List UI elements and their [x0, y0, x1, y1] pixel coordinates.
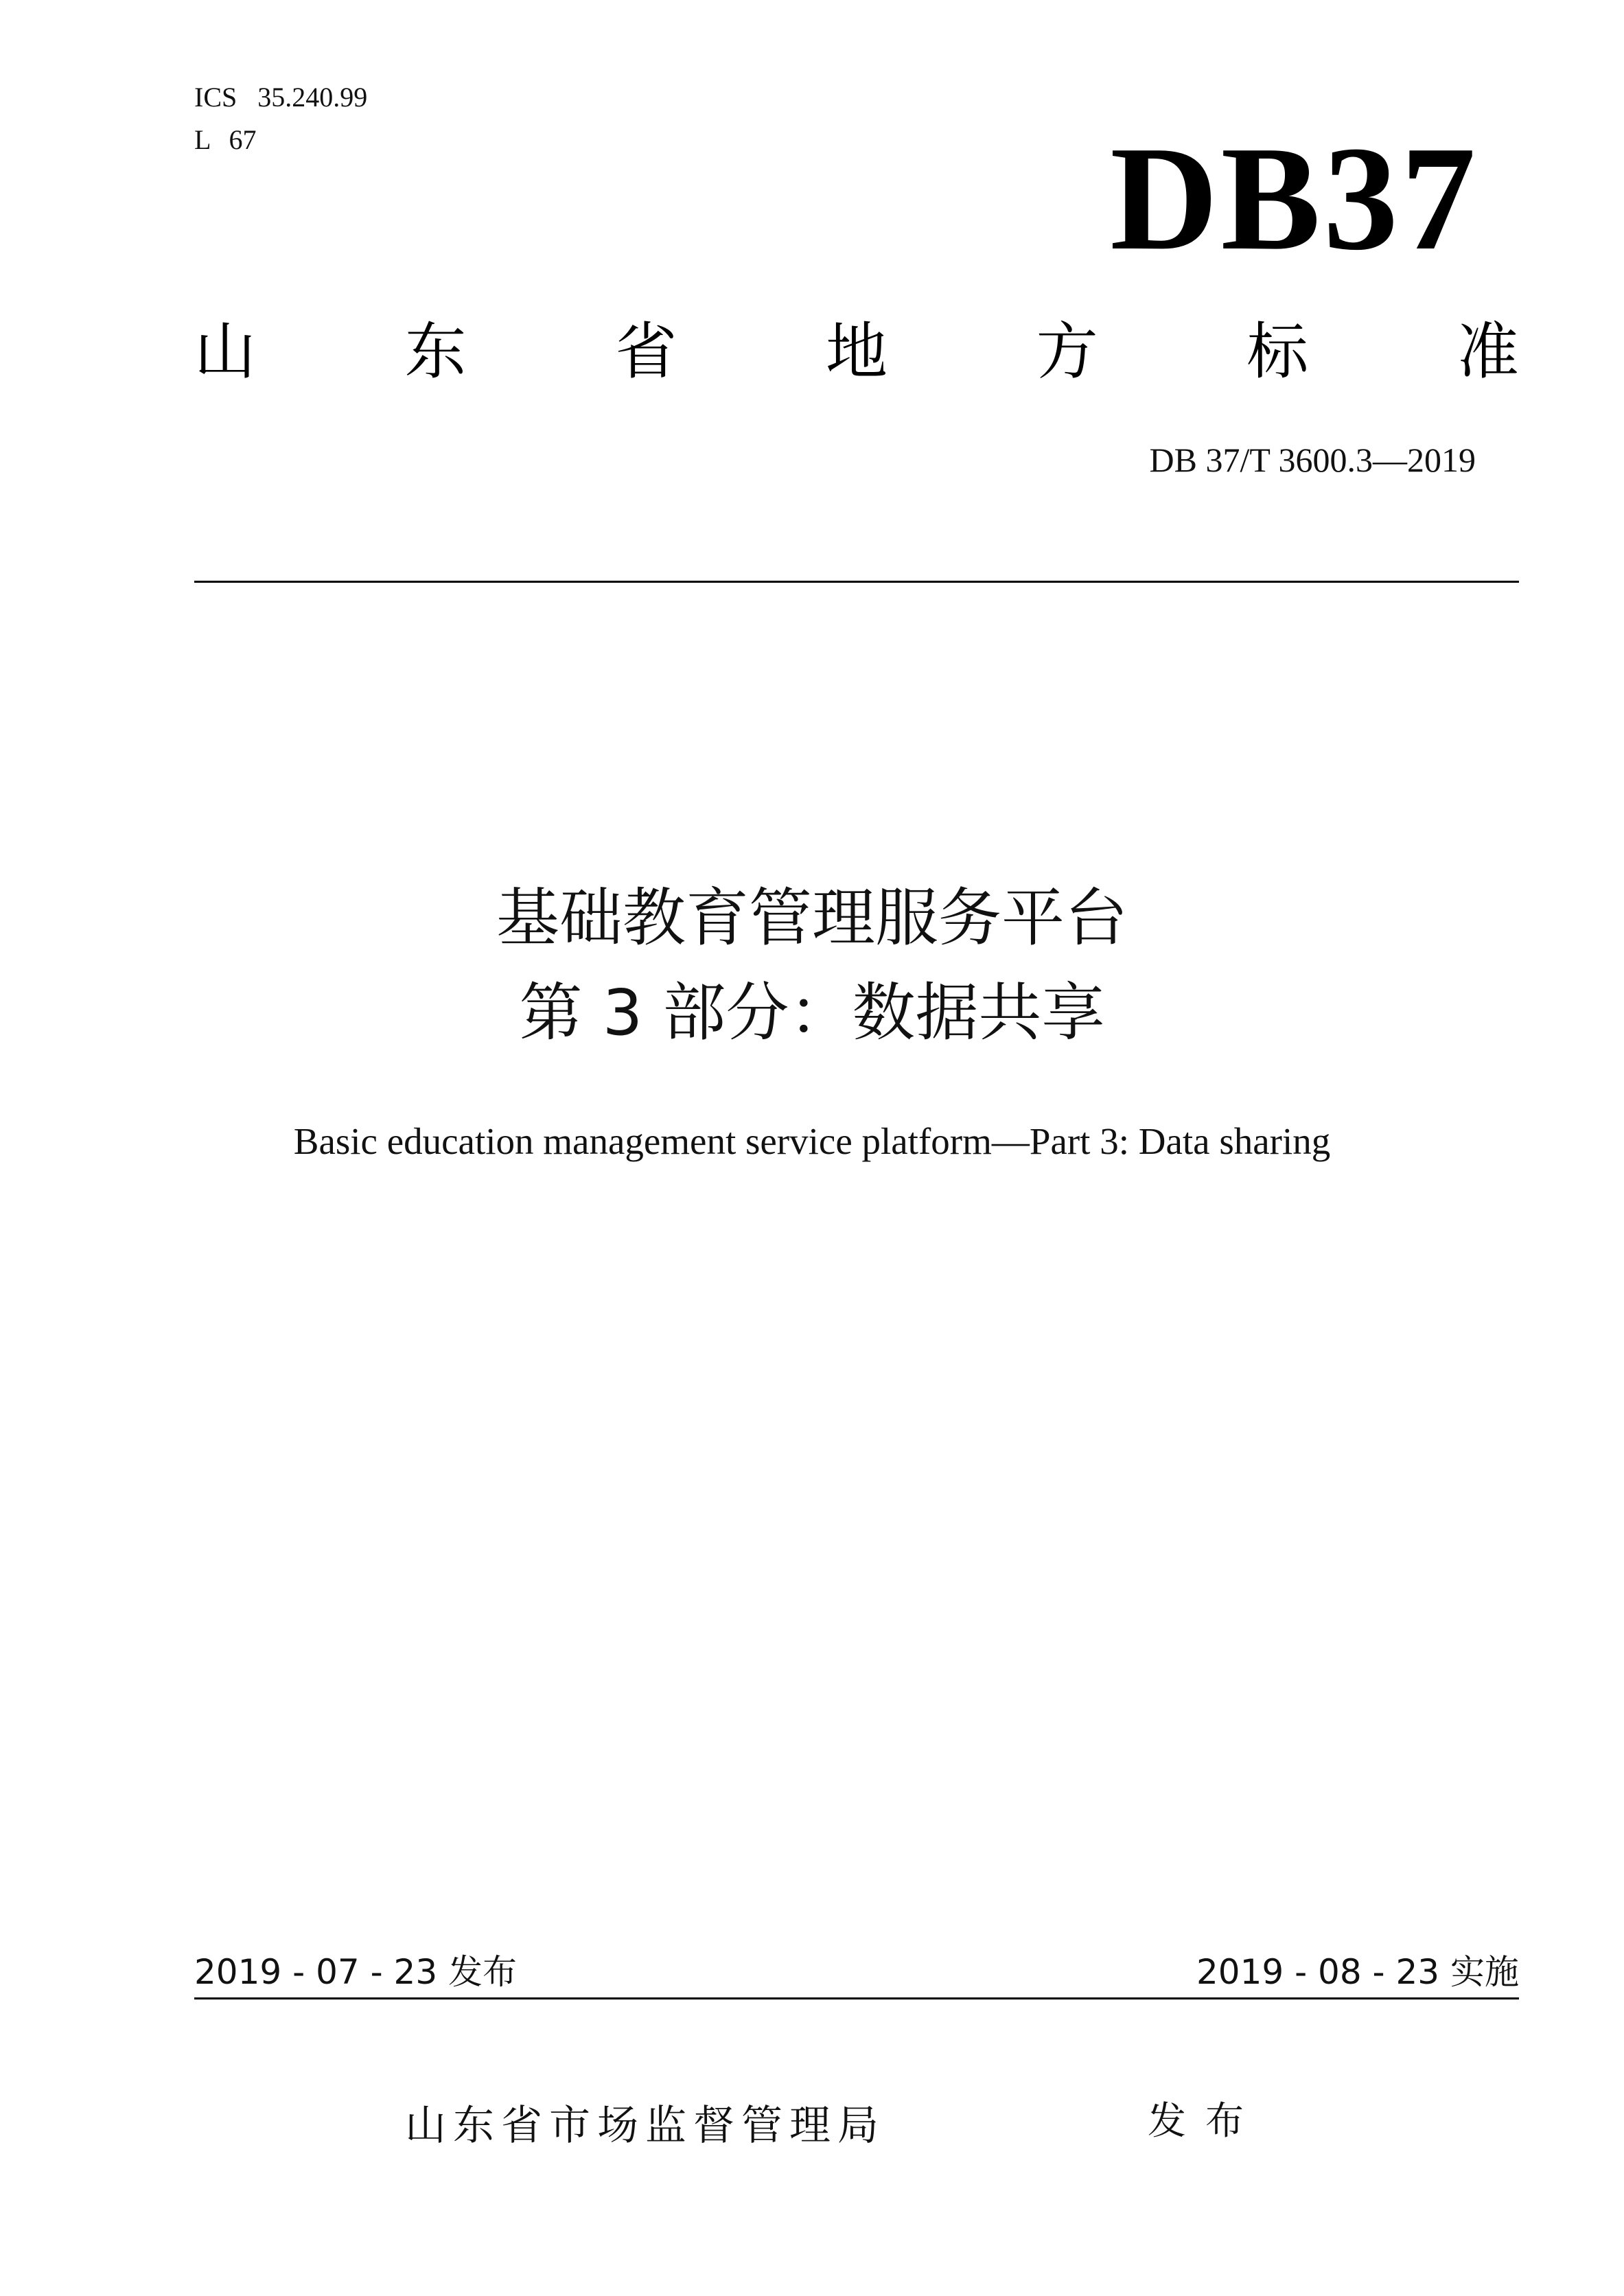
publish-label: 发布	[1148, 2099, 1263, 2144]
standard-type-char: 山	[194, 316, 256, 388]
db-mark: DB37	[1110, 116, 1478, 281]
bottom-divider	[194, 1997, 1519, 1999]
issue-date: 2019 - 07 - 23 发布	[194, 1952, 518, 1992]
ccs-classification	[194, 124, 256, 156]
standard-type-heading	[194, 314, 1519, 390]
ics-label: ICS	[194, 82, 237, 113]
ics-code: 35.240.99	[257, 82, 368, 113]
title-chinese-line-2: 第 3 部分：数据共享	[519, 976, 1105, 1050]
standard-type-char: 地	[825, 316, 888, 388]
implementation-date: 2019 - 08 - 23 实施	[1196, 1952, 1519, 1992]
ics-classification	[194, 81, 367, 114]
title-english: Basic education management service platform—Part 3: Data sharing	[293, 1120, 1331, 1162]
standard-type-char: 标	[1246, 316, 1309, 388]
standard-type-char: 准	[1457, 316, 1519, 388]
standard-type-char: 省	[615, 316, 677, 388]
standard-number: DB 37/T 3600.3—2019	[1149, 441, 1476, 479]
standard-type-char: 方	[1036, 316, 1098, 388]
ccs-label: L	[194, 124, 211, 155]
ccs-code: 67	[229, 124, 257, 155]
issuing-authority: 山东省市场监督管理局	[405, 2102, 885, 2150]
title-chinese-line-1: 基础教育管理服务平台	[496, 881, 1128, 955]
top-divider	[194, 581, 1519, 583]
standard-type-char: 东	[404, 316, 467, 388]
